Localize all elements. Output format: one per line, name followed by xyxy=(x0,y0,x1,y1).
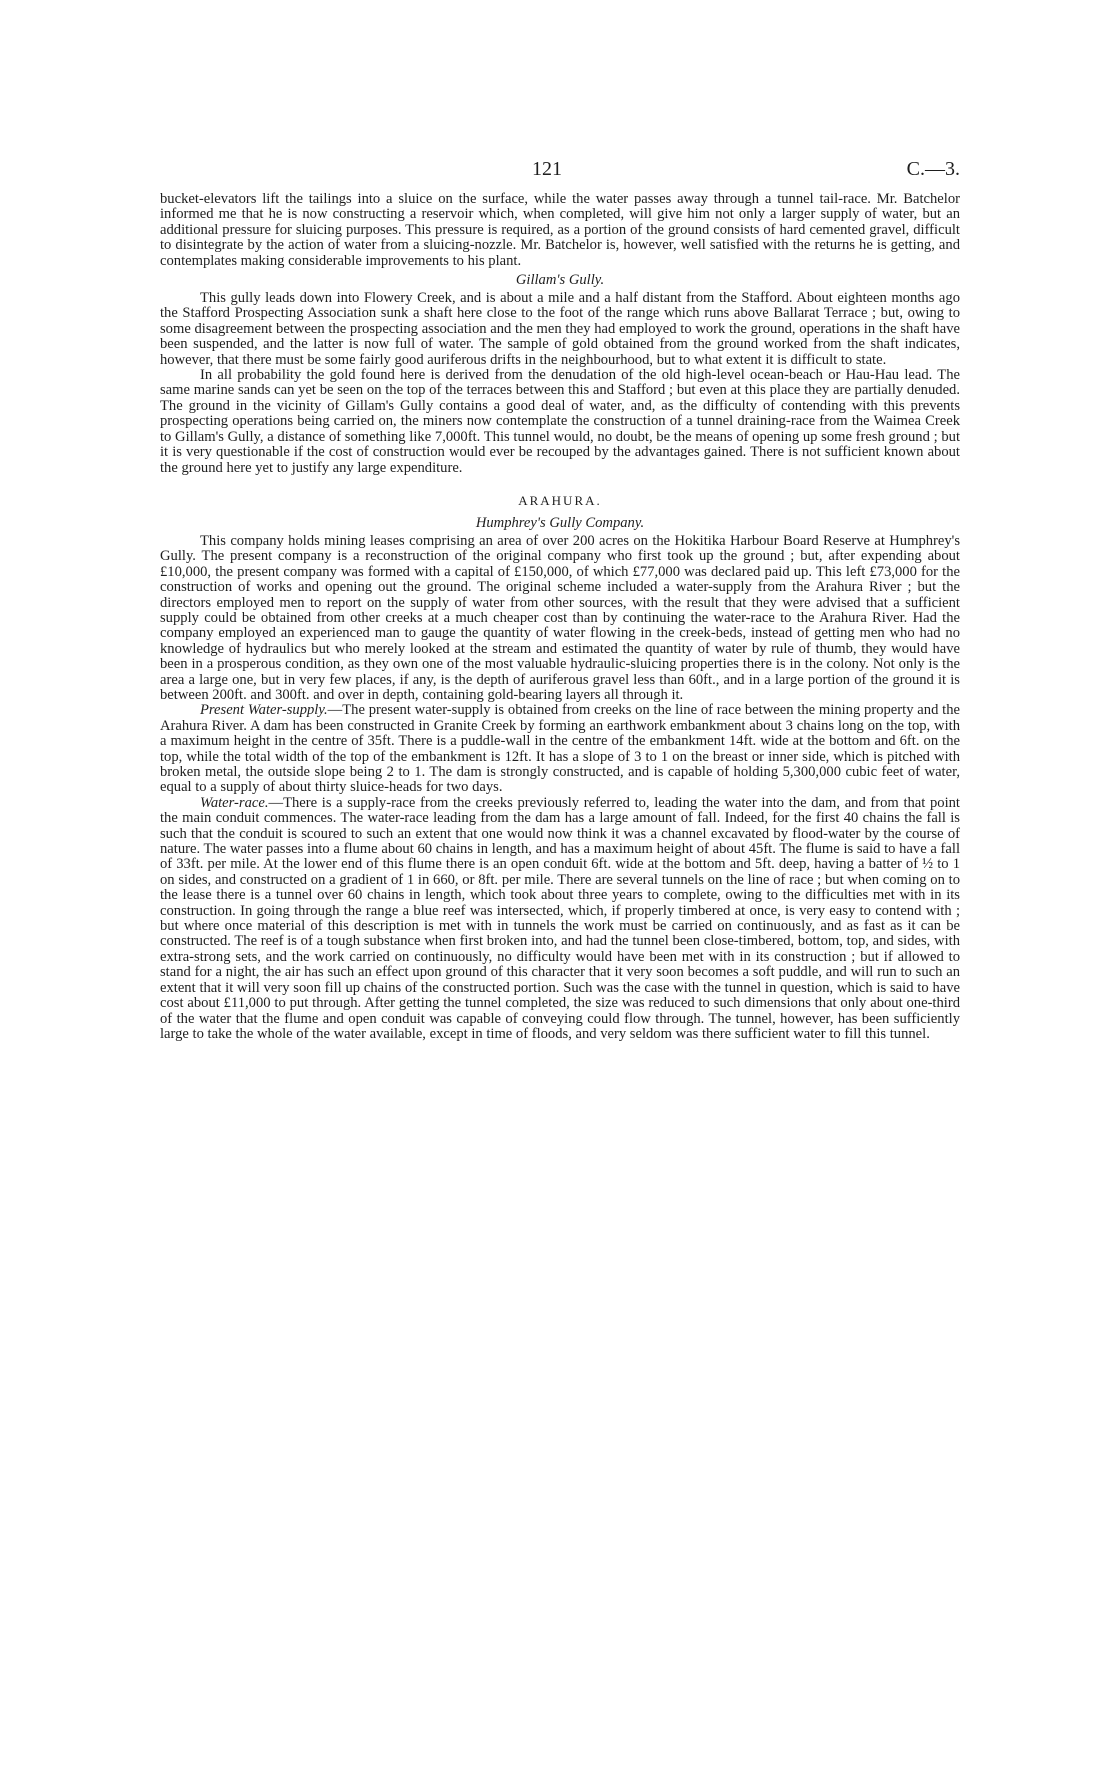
water-supply-text: —The present water-supply is obtained from creeks on the line of race between the mining property and the Arahura River. A dam has been constructed in Granite Creek by forming an earthwork embankment about 3 chains long on the top, with a maximum height in the centre of 35ft. There is a puddle-wall in the centre of the embankment 14ft. wide at the bottom and 6ft. on the top, while the total width of the top of the embankment is 12ft. It has a slope of 3 to 1 on the breast or inner side, which is pitched with broken metal, the outside slope being 2 to 1. The dam is strongly constructed, and is capable of holding 5,300,000 cubic feet of water, equal to a supply of about thirty sluice-heads for two days. xyxy=(160,702,960,796)
page-header xyxy=(160,158,960,192)
water-race-text: —There is a supply-race from the creeks previously referred to, leading the water into the dam, and from that point the main conduit commences. The water-race leading from the dam has a large amount of fall. Indeed, for the first 40 chains the fall is such that the conduit is scoured to such an extent that one would now think it was a channel excavated by flood-water by the course of nature. The water passes into a flume about 60 chains in length, and has a maximum height of about 45ft. The flume is said to have a fall of 33ft. per mile. At the lower end of this flume there is an open conduit 6ft. wide at the bottom and 5ft. deep, having a batter of ½ to 1 on sides, and constructed on a gradient of 1 in 660, or 8ft. per mile. There are several tunnels on the line of race ; but when coming on to the lease there is a tunnel over 60 chains in length, which took about three years to complete, owing to the difficulties met with in its construction. In going through the range a blue reef was intersected, which, if properly timbered at once, is very easy to contend with ; but where once material of this description is met with in tunnels the work must be carried on continuously, and as fast as it can be constructed. The reef is of a tough substance when first broken into, and had the tunnel been close-timbered, bottom, top, and sides, with extra-strong sets, and the work carried on continuously, no difficulty would have been met with in its construction ; but if allowed to stand for a night, the air has such an effect upon ground of this character that it very soon becomes a soft puddle, and will run to such an extent that it will very soon fill up chains of the constructed portion. Such was the case with the tunnel in question, which is said to have cost about £11,000 to put through. After getting the tunnel completed, the size was reduced to such dimensions that only about one-third of the water that the flume and open conduit was capable of conveying could flow through. The tunnel, however, has been sufficiently large to take the whole of the water available, except in time of floods, and very seldom was there sufficient water to fill this tunnel. xyxy=(160,794,960,1042)
gillams-gully-heading: Gillam's Gully. xyxy=(515,272,605,289)
water-race-paragraph xyxy=(160,796,960,1043)
gillams-gully-paragraph-1: This gully leads down into Flowery Creek, and is about a mile and a half distant from the Stafford. About eighteen months ago the Stafford Prospecting Association sunk a shaft here close to the foot of the range which runs above Ballarat Terrace ; but, owing to some disagreement between the prospecting association and the men they had employed to work the ground, operations in the shaft have been suspended, and the latter is now full of water. The sample of gold obtained from the ground worked from the shaft indicates, however, that there must be some fairly good auriferous drifts in the neighbourhood, but to what extent it is difficult to state. xyxy=(160,290,960,368)
page-number: 121 xyxy=(532,158,562,180)
document-page xyxy=(160,158,960,1042)
arahura-section-title: ARAHURA. xyxy=(518,492,602,508)
water-supply-lead: Present Water-supply. xyxy=(200,702,328,719)
humphreys-gully-heading: Humphrey's Gully Company. xyxy=(475,514,645,531)
intro-paragraph: bucket-elevators lift the tailings into a sluice on the surface, while the water passes away through a tunnel tail-race. Mr. Batchelor informed me that he is now constructing a reservoir which, when completed, will give him not only a larger supply of water, but an additional pressure for sluicing purposes. This pressure is required, as a portion of the ground consists of hard cemented gravel, difficult to disintegrate by the action of water from a sluicing-nozzle. Mr. Batchelor is, however, well satisfied with the returns he is getting, and contemplates making considerable improvements to his plant. xyxy=(160,191,960,269)
humphreys-gully-paragraph: This company holds mining leases comprising an area of over 200 acres on the Hokitika Harbour Board Reserve at Humphrey's Gully. The present company is a reconstruction of the original company who first took up the ground ; but, after expending about £10,000, the present company was formed with a capital of £150,000, of which £77,000 was declared paid up. This left £73,000 for the construction of works and opening out the ground. The original scheme included a water-supply from the Arahura River ; but the directors employed men to report on the supply of water from other sources, with the result that they were advised that a sufficient supply could be obtained from other creeks at a much cheaper cost than by continuing the water-race to the Arahura River. Had the company employed an experienced man to gauge the quantity of water flowing in the creek-beds, instead of getting men who had no knowledge of hydraulics but who merely looked at the stream and estimated the quantity of water by rule of thumb, they would have been in a prosperous condition, as they own one of the most valuable hydraulic-sluicing properties there is in the colony. Not only is the area a large one, but in very few places, if any, is the depth of auriferous gravel less than 60ft., and in a large portion of the ground it is between 200ft. and 300ft. and over in depth, containing gold-bearing layers all through it. xyxy=(160,532,960,703)
water-supply-paragraph xyxy=(160,703,960,795)
gillams-gully-paragraph-2: In all probability the gold found here is derived from the denudation of the old high-level ocean-beach or Hau-Hau lead. The same marine sands can yet be seen on the top of the terraces between this and Stafford ; but even at this place they are partially denuded. The ground in the vicinity of Gillam's Gully contains a good deal of water, and, as the difficulty of contending with this prevents prospecting operations being carried on, the miners now contemplate the construction of a tunnel draining-race from the Waimea Creek to Gillam's Gully, a distance of something like 7,000ft. This tunnel would, no doubt, be the means of opening up some fresh ground ; but it is very questionable if the cost of construction would ever be recouped by the advantages gained. There is not sufficient known about the ground here yet to justify any large expenditure. xyxy=(160,367,960,476)
water-race-lead: Water-race. xyxy=(200,794,269,811)
document-reference: C.—3. xyxy=(906,158,960,180)
